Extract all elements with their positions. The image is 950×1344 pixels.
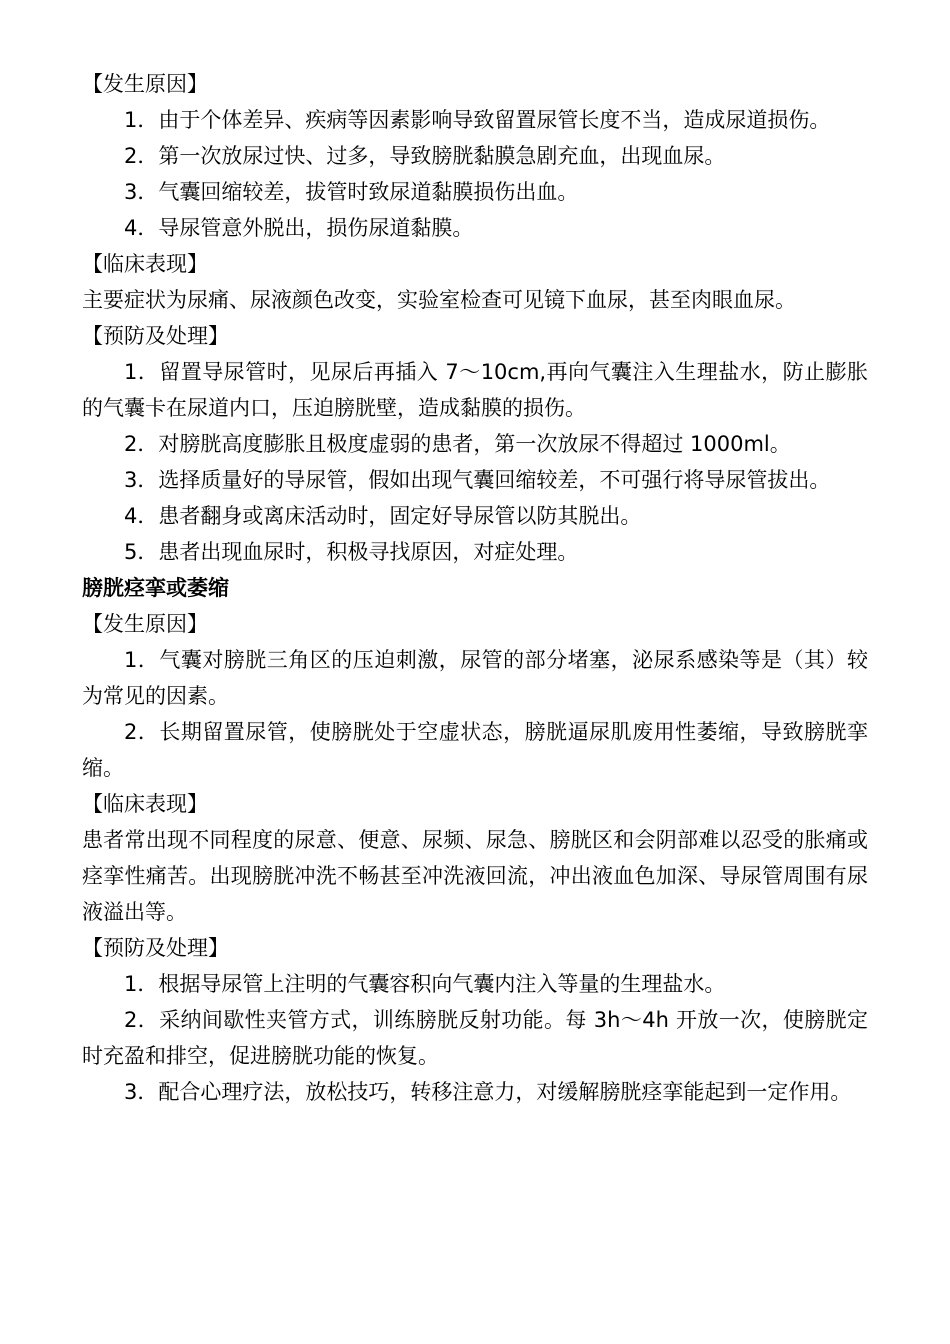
prevention-item: 3．选择质量好的导尿管，假如出现气囊回缩较差，不可强行将导尿管拔出。 [124,468,831,492]
prevention-title: 【预防及处理】 [82,936,229,960]
prevention-title: 【预防及处理】 [82,324,229,348]
prevention-item: 4．患者翻身或离床活动时，固定好导尿管以防其脱出。 [124,504,642,528]
prevention-item: 2．对膀胱高度膨胀且极度虚弱的患者，第一次放尿不得超过 1000ml。 [124,432,791,456]
clinical-text: 患者常出现不同程度的尿意、便意、尿频、尿急、膀胱区和会阴部难以忍受的胀痛或痉挛性痛苦。出现膀胱冲洗不畅甚至冲洗液回流，冲出液血色加深、导尿管周围有尿液溢出等。 [82,828,868,924]
prevention-item: 1．留置导尿管时，见尿后再插入 7～10cm,再向气囊注入生理盐水，防止膨胀的气囊卡在尿道内口，压迫膀胱壁，造成黏膜的损伤。 [82,360,868,420]
cause-item: 2．第一次放尿过快、过多，导致膀胱黏膜急剧充血，出现血尿。 [124,144,726,168]
cause-title: 【发生原因】 [82,612,208,636]
cause-item: 2．长期留置尿管，使膀胱处于空虚状态，膀胱逼尿肌废用性萎缩，导致膀胱挛缩。 [82,720,868,780]
clinical-title: 【临床表现】 [82,252,208,276]
cause-item: 1．由于个体差异、疾病等因素影响导致留置尿管长度不当，造成尿道损伤。 [124,108,831,132]
prevention-item: 1．根据导尿管上注明的气囊容积向气囊内注入等量的生理盐水。 [124,972,726,996]
prevention-item: 3．配合心理疗法，放松技巧，转移注意力，对缓解膀胱痉挛能起到一定作用。 [124,1080,852,1104]
cause-title: 【发生原因】 [82,72,208,96]
prevention-item: 5．患者出现血尿时，积极寻找原因，对症处理。 [124,540,579,564]
cause-item: 4．导尿管意外脱出，损伤尿道黏膜。 [124,216,474,240]
cause-item: 1．气囊对膀胱三角区的压迫刺激，尿管的部分堵塞，泌尿系感染等是（其）较为常见的因素。 [82,648,868,708]
clinical-text: 主要症状为尿痛、尿液颜色改变，实验室检查可见镜下血尿，甚至肉眼血尿。 [82,288,796,312]
clinical-title: 【临床表现】 [82,792,208,816]
cause-item: 3．气囊回缩较差，拔管时致尿道黏膜损伤出血。 [124,180,579,204]
prevention-item: 2．采纳间歇性夹管方式，训练膀胱反射功能。每 3h～4h 开放一次，使膀胱定时充盈和排空，促进膀胱功能的恢复。 [82,1008,868,1068]
section-heading: 膀胱痉挛或萎缩 [82,576,229,600]
